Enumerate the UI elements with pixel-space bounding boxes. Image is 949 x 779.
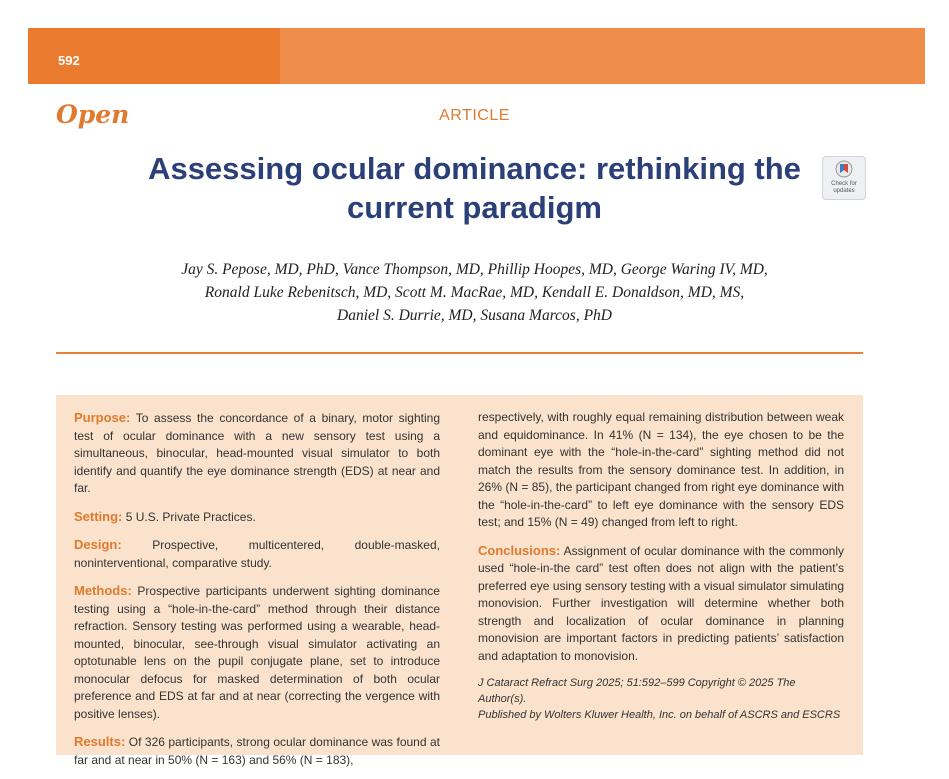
conclusions-heading: Conclusions: <box>478 542 561 558</box>
article-type-label: ARTICLE <box>439 107 510 124</box>
methods-text: Prospective participants underwent sighting dominance testing using a “hole-in-the-card” method through their distance refraction. Sensory testing was performed using a wearable, head-mounted, binocular, see-through visual simulator activating an optotunable lens on the pupil conjugate plane, set to introduce monocular defocus for masked determination of both ocular preference and EDS at far and at near (correcting the vergence with positive lenses). <box>74 584 440 721</box>
author-line: Daniel S. Durrie, MD, Susana Marcos, PhD <box>337 307 612 324</box>
results-continued-paragraph <box>478 409 844 532</box>
citation-line: Published by Wolters Kluwer Health, Inc. on behalf of ASCRS and ESCRS <box>478 709 841 721</box>
page-number: 592 <box>58 53 80 68</box>
methods-heading: Methods: <box>74 583 132 598</box>
crossmark-icon <box>835 160 853 180</box>
results-paragraph <box>74 733 440 769</box>
abstract-box <box>56 395 863 767</box>
methods-paragraph <box>74 582 440 723</box>
open-access-label: Open <box>56 100 130 129</box>
author-list <box>80 258 869 327</box>
results-text: Of 326 participants, strong ocular dominance was found at far and at near in 50% (N = 163) and 56% (N = 183), <box>74 735 440 767</box>
abstract-column-right <box>478 409 844 723</box>
conclusions-paragraph <box>478 542 844 666</box>
setting-paragraph <box>74 508 440 527</box>
results-heading: Results: <box>74 734 126 749</box>
citation-line: J Cataract Refract Surg 2025; 51:592–599 Copyright © 2025 The Author(s). <box>478 677 796 705</box>
section-divider <box>56 352 863 354</box>
article-title: Assessing ocular dominance: rethinking the current paradigm <box>148 151 801 225</box>
author-line: Jay S. Pepose, MD, PhD, Vance Thompson, MD, Phillip Hoopes, MD, George Waring IV, MD, <box>181 261 768 278</box>
author-line: Ronald Luke Rebenitsch, MD, Scott M. MacRae, MD, Kendall E. Donaldson, MD, MS, <box>204 284 745 301</box>
setting-heading: Setting: <box>74 508 123 524</box>
header-bar <box>28 28 925 84</box>
abstract-column-left <box>74 409 440 779</box>
design-heading: Design: <box>74 537 122 552</box>
purpose-text: To assess the concordance of a binary, motor sighting test of ocular dominance with a new sensory test using a simultaneous, binocular, head-mounted visual simulator to both identify and quantify the eye dominance strength (EDS) at near and far. <box>74 411 440 495</box>
check-for-updates-text: Check for updates <box>831 181 857 194</box>
results-continued-text: respectively, with roughly equal remaining distribution between weak and equidominance. In 41% (N = 134), the eye chosen to be the dominant eye with the “hole-in-the-card” sighting method did not match the results from the sensory dominance test. In addition, in 26% (N = 85), the participant changed from right eye dominance with the “hole-in-the-card” to left eye dominance with the sensory EDS test; and 15% (N = 49) changed from left to right. <box>478 410 844 529</box>
citation <box>478 675 844 723</box>
check-for-updates-badge[interactable] <box>822 156 866 200</box>
design-paragraph <box>74 536 440 572</box>
conclusions-text: Assignment of ocular dominance with the commonly used “hole-in-the card” test often does not align with the patient’s preferred eye using sensory testing with a visual simulator simulating monovision. Further investigation will determine whether both strength and localization of ocular dominance in planning monovision are important factors in predicting patients’ satisfaction and adaptation to monovision. <box>478 543 845 663</box>
design-text: Prospective, multicentered, double-masked, noninterventional, comparative study. <box>74 538 440 570</box>
setting-text: 5 U.S. Private Practices. <box>125 509 256 524</box>
purpose-paragraph <box>74 409 440 498</box>
purpose-heading: Purpose: <box>74 410 131 425</box>
